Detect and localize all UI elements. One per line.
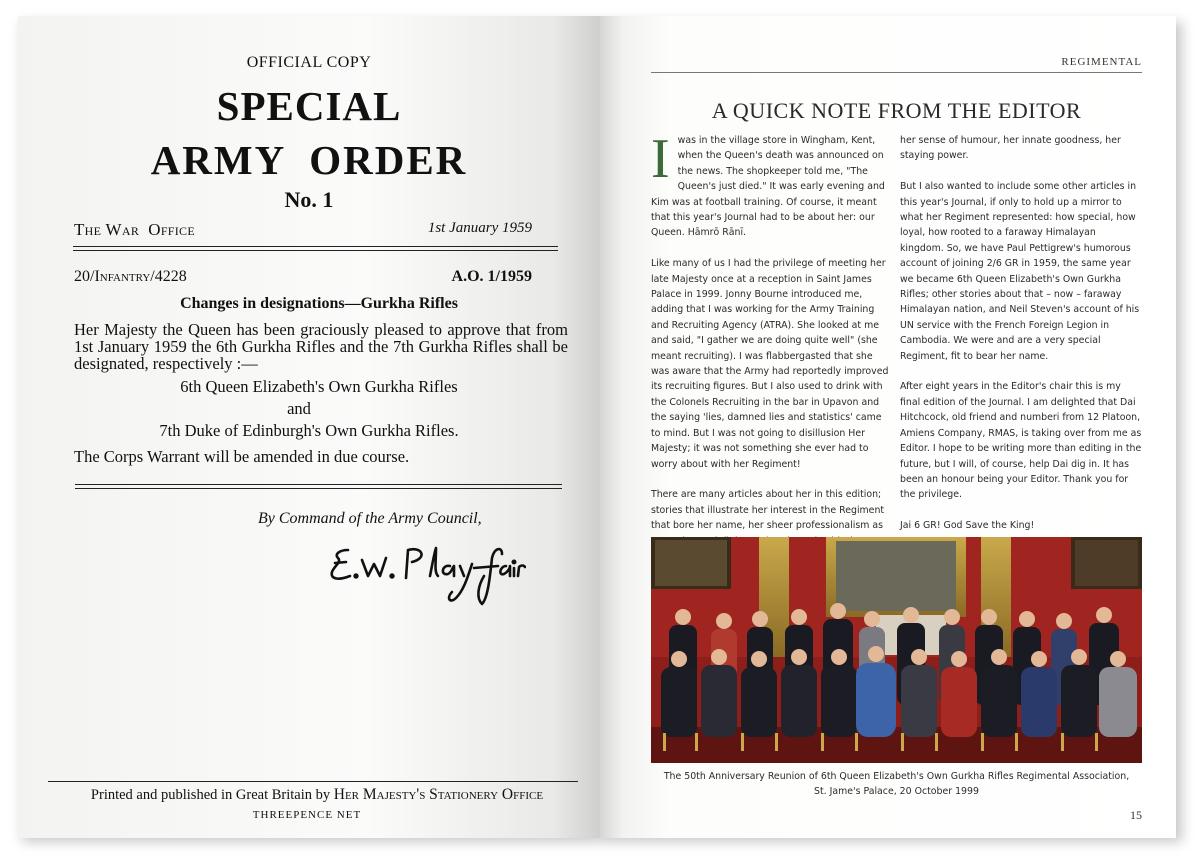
double-rule-top [73,246,558,251]
page-number: 15 [1130,808,1142,822]
order-title-line-2: ARMY ORDER [150,137,468,183]
order-body: Her Majesty the Queen has been graciously pleased to approve that from 1st January 1959 the 6th Gurkha Rifles and the 7th Gurkha Rifles shall be designated, respectively :— [74,320,568,373]
paragraph: Jai 6 GR! God Save the King! [900,520,1035,532]
command-line: By Command of the Army Council, [258,510,482,527]
header-rule [651,72,1142,73]
playfair-signature [326,536,526,608]
printer-office: Her Majesty's Stationery Office [333,786,544,803]
printer-imprint-text: Printed and published in Great Britain by [90,787,334,803]
official-copy-label: OFFICIAL COPY [246,54,372,71]
order-date: 1st January 1959 [427,220,532,236]
article-title: A QUICK NOTE FROM THE EDITOR [711,98,1082,123]
caption-line-2: St. Jame's Palace, 20 October 1999 [814,786,979,797]
paragraph: her sense of humour, her innate goodness, her staying power. [900,135,1121,162]
war-office-label: The War Office [74,220,195,239]
section-header: REGIMENTAL [1061,56,1142,68]
designation-6th: 6th Queen Elizabeth's Own Gurkha Rifles [180,377,458,396]
order-heading: Changes in designations—Gurkha Rifles [180,295,458,312]
price-label: THREEPENCE NET [252,809,362,821]
paragraph: Like many of us I had the privilege of meeting her late Majesty once at a reception in Saint James Palace in 1999. Jonny Bourne introduced me, adding that I was working for the Army Training and Recruiting Agency (ATRA). She looked at me and said, "I gather we are doing quite well" (she meant recruiting). I was flabbergasted that she was aware that the Army had reportedly improved its recruiting figures. But I also used to drink with the Colonels Recruiting in the bar in Upavon and the saying 'lies, damned lies and statistics' came to mind. But I was not going to disillusion Her Majesty; it was not something she ever had to worry about with her Regiment! [651,258,889,470]
article-column-1 [651,128,893,580]
designation-7th: 7th Duke of Edinburgh's Own Gurkha Rifles. [159,421,459,440]
designation-and: and [287,399,311,418]
army-order-code: A.O. 1/1959 [451,268,532,285]
printer-imprint [26,786,608,804]
corps-warrant-note: The Corps Warrant will be amended in due course. [74,447,410,466]
right-page-editorial [600,16,1176,838]
footer-rule [48,781,578,782]
reference-code: 20/Infantry/4228 [74,268,187,285]
paragraph-text: was in the village store in Wingham, Kent, when the Queen's death was announced on the news. The shopkeeper told me, "The Queen's just died." It was early evening and Kim was at football training. Of course, it meant that this year's Journal had to be about her: our Queen. Hāmrō Rānī. [651,135,885,239]
left-page-army-order [18,16,600,838]
paragraph: But I also wanted to include some other articles in this year's Journal, if only to hold up a mirror to what her Regiment represented: how special, how loyal, how rooted to a faraway Himalayan kingdom. So, we have Paul Pettigrew's humorous account of joining 2/6 GR in 1959, the same year we became 6th Queen Elizabeth's Own Gurkha Rifles; other stories about that – now – faraway Himalayan nation, and Neil Steven's account of his UN service with the French Foreign Legion in Cambodia. We were and are a very special Regiment, fit to bear her name. [900,181,1140,362]
paragraph: There are many articles about her in this edition; stories that illustrate her interest in the Regiment that bore her name, her sheer professionalism as [651,489,885,532]
article-column-2 [900,133,1142,580]
double-rule-bottom [75,484,562,489]
caption-line-1: The 50th Anniversary Reunion of 6th Queen Elizabeth's Own Gurkha Rifles Regimental Association, [663,771,1130,782]
paragraph: After eight years in the Editor's chair this is my final edition of the Journal. I am delighted that Dai Hitchcock, old friend and numberi from 12 Platoon, Amiens Company, RMAS, is taking over from me as Editor. I hope to be writing more than editing in the future, but I will, of course, help Dai dig in. It has been an honour being your Editor. Thank you for the privilege. [900,381,1142,501]
drop-cap: I [651,128,670,190]
reunion-group-photo [651,537,1142,763]
order-title-line-1: SPECIAL [216,83,402,129]
photo-caption [651,769,1142,799]
order-number-heading: No. 1 [284,187,334,212]
paragraph [651,128,893,241]
